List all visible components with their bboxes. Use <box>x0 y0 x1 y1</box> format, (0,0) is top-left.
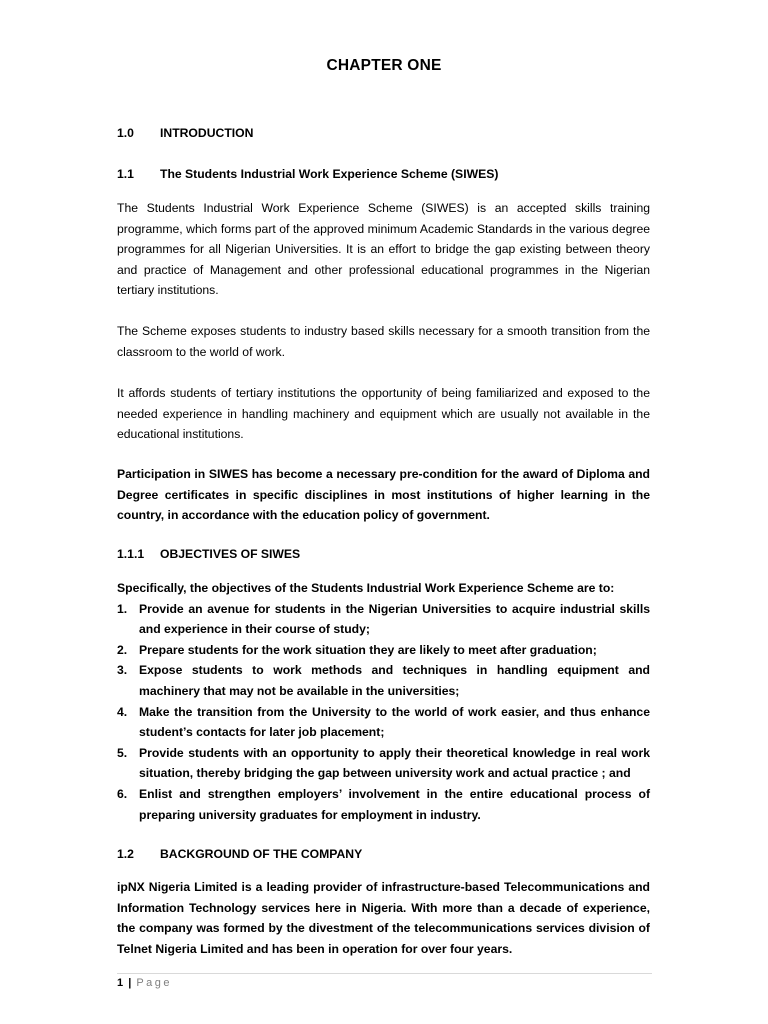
list-item <box>117 640 650 661</box>
heading-text: OBJECTIVES OF SIWES <box>160 547 301 561</box>
heading-siwes <box>117 167 498 181</box>
paragraph-company: ipNX Nigeria Limited is a leading provider of infrastructure-based Telecommunications and Information Technology services here in Nigeria. With more than a decade of experience, the company was formed by the divestment of the telecommunications services division of Telnet Nigeria Limited and has been in operation for over four years. <box>117 880 650 956</box>
list-item-text: Make the transition from the University to the world of work easier, and thus enhance student’s contacts for later job placement; <box>139 704 650 740</box>
list-item-text: Expose students to work methods and techniques in handling equipment and machinery that may not be available in the universities; <box>139 663 650 698</box>
list-item <box>117 702 650 743</box>
heading-background <box>117 847 362 861</box>
paragraph-siwes-definition: The Students Industrial Work Experience Scheme (SIWES) is an accepted skills training programme, which forms part of the approved minimum Academic Standards in the various degree programmes for all Nigerian Universities. It is an effort to bridge the gap existing between theory and practice of Management and other professional educational programmes in the Nigerian tertiary institutions. <box>117 201 650 298</box>
list-item <box>117 784 650 825</box>
paragraph-opportunity: It affords students of tertiary institutions the opportunity of being familiarized and exposed to the needed experience in handling machinery and equipment which are usually not available in the educational institutions. <box>117 386 650 442</box>
heading-number: 1.1 <box>117 167 134 181</box>
heading-number: 1.2 <box>117 847 134 861</box>
list-item <box>117 660 650 701</box>
objectives-list <box>117 578 650 825</box>
list-item-number: 3. <box>117 663 128 678</box>
footer-separator: | <box>128 977 132 989</box>
list-item-number: 1. <box>117 601 128 616</box>
list-item-text: Enlist and strengthen employers’ involvement in the entire educational process of preparing university graduates for employment in industry. <box>139 786 650 822</box>
paragraph-scheme-exposure: The Scheme exposes students to industry based skills necessary for a smooth transition from the classroom to the world of work. <box>117 324 650 359</box>
heading-text: The Students Industrial Work Experience Scheme (SIWES) <box>160 167 499 181</box>
list-item <box>117 743 650 784</box>
heading-text: BACKGROUND OF THE COMPANY <box>160 847 363 861</box>
page-label: Page <box>136 977 173 989</box>
objectives-intro: Specifically, the objectives of the Students Industrial Work Experience Scheme are to: <box>117 581 615 595</box>
heading-introduction <box>117 126 253 140</box>
list-item <box>117 599 650 640</box>
page-number: 1 <box>117 977 124 989</box>
list-item-number: 2. <box>117 642 128 657</box>
list-item-number: 4. <box>117 704 128 719</box>
heading-number: 1.0 <box>117 126 134 140</box>
list-item-number: 5. <box>117 745 128 760</box>
list-item-text: Provide an avenue for students in the Nigerian Universities to acquire industrial skills and experience in their course of study; <box>139 601 650 637</box>
list-item-text: Provide students with an opportunity to apply their theoretical knowledge in real work situation, thereby bridging the gap between university work and actual practice ; and <box>139 745 650 781</box>
paragraph-participation: Participation in SIWES has become a necessary pre-condition for the award of Diploma and Degree certificates in specific disciplines in most institutions of higher learning in the country, in accordance with the education policy of government. <box>117 467 650 523</box>
list-item-text: Prepare students for the work situation they are likely to meet after graduation; <box>139 642 597 657</box>
chapter-title: CHAPTER ONE <box>326 57 442 74</box>
heading-text: INTRODUCTION <box>160 126 254 140</box>
heading-objectives <box>117 547 300 561</box>
footer-divider <box>117 973 652 974</box>
heading-number: 1.1.1 <box>117 547 145 561</box>
page-footer <box>117 977 172 989</box>
list-item-number: 6. <box>117 786 128 801</box>
